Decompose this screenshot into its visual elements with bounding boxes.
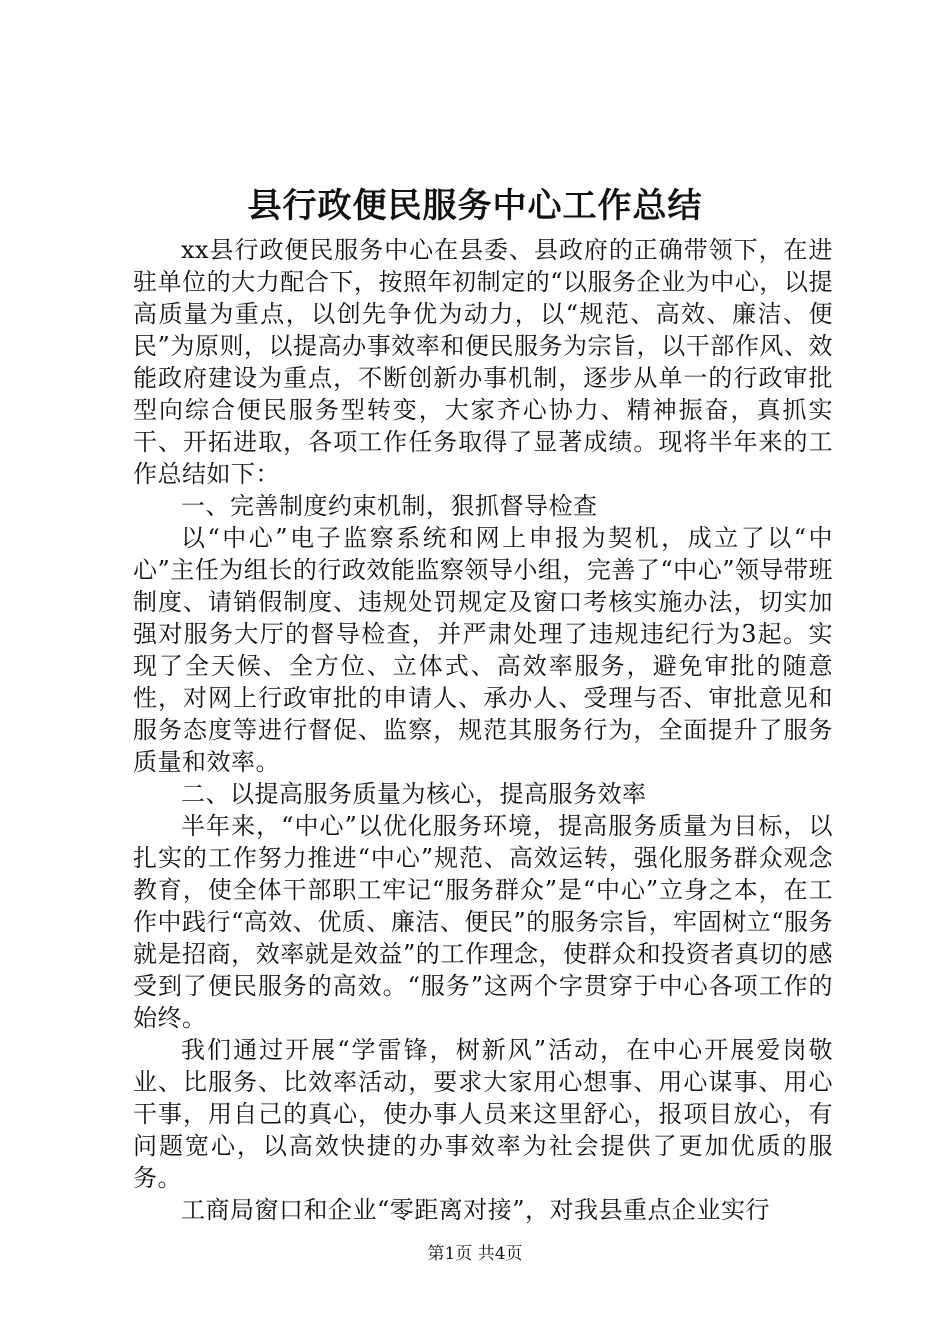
paragraph-section-2b: 我们通过开展“学雷锋，树新风”活动，在中心开展爱岗敬业、比服务、比效率活动，要求大家用心想事、用心谋事、用心干事，用自己的真心，使办事人员来这里舒心，报项目放心，有问题宽心，以高效快捷的办事效率为社会提供了更加优质的服务。 <box>133 1036 833 1192</box>
paragraph-section-2a: 半年来，“中心”以优化服务环境，提高服务质量为目标，以扎实的工作努力推进“中心”规范、高效运转，强化服务群众观念教育，使全体干部职工牢记“服务群众”是“中心”立身之本，在工作中践行“高效、优质、廉洁、便民”的服务宗旨，牢固树立“服务就是招商，效率就是效益”的工作理念，使群众和投资者真切的感受到了便民服务的高效。“服务”这两个字贯穿于中心各项工作的始终。 <box>133 812 833 1032</box>
paragraph-section-2c: 工商局窗口和企业“零距离对接”，对我县重点企业实行 <box>181 1196 771 1224</box>
section-heading-1: 一、完善制度约束机制，狠抓督导检查 <box>181 492 598 520</box>
document-body <box>133 234 833 1226</box>
paragraph-section-1: 以“中心”电子监察系统和网上申报为契机，成立了以“中心”主任为组长的行政效能监察领导小组，完善了“中心”领导带班制度、请销假制度、违规处罚规定及窗口考核实施办法，切实加强对服务大厅的督导检查，并严肃处理了违规违纪行为3起。实现了全天候、全方位、立体式、高效率服务，避免审批的随意性，对网上行政审批的申请人、承办人、受理与否、审批意见和服务态度等进行督促、监察，规范其服务行为，全面提升了服务质量和效率。 <box>133 524 833 776</box>
paragraph-intro: xx县行政便民服务中心在县委、县政府的正确带领下，在进驻单位的大力配合下，按照年初制定的“以服务企业为中心，以提高质量为重点，以创先争优为动力，以“规范、高效、廉洁、便民”为原则，以提高办事效率和便民服务为宗旨，以干部作风、效能政府建设为重点，不断创新办事机制，逐步从单一的行政审批型向综合便民服务型转变，大家齐心协力、精神振奋，真抓实干、开拓进取，各项工作任务取得了显著成绩。现将半年来的工作总结如下： <box>133 236 833 488</box>
page-number-footer: 第1页 共4页 <box>427 1244 523 1264</box>
document-title: 县行政便民服务中心工作总结 <box>247 186 703 226</box>
section-heading-2: 二、以提高服务质量为核心，提高服务效率 <box>181 780 647 808</box>
